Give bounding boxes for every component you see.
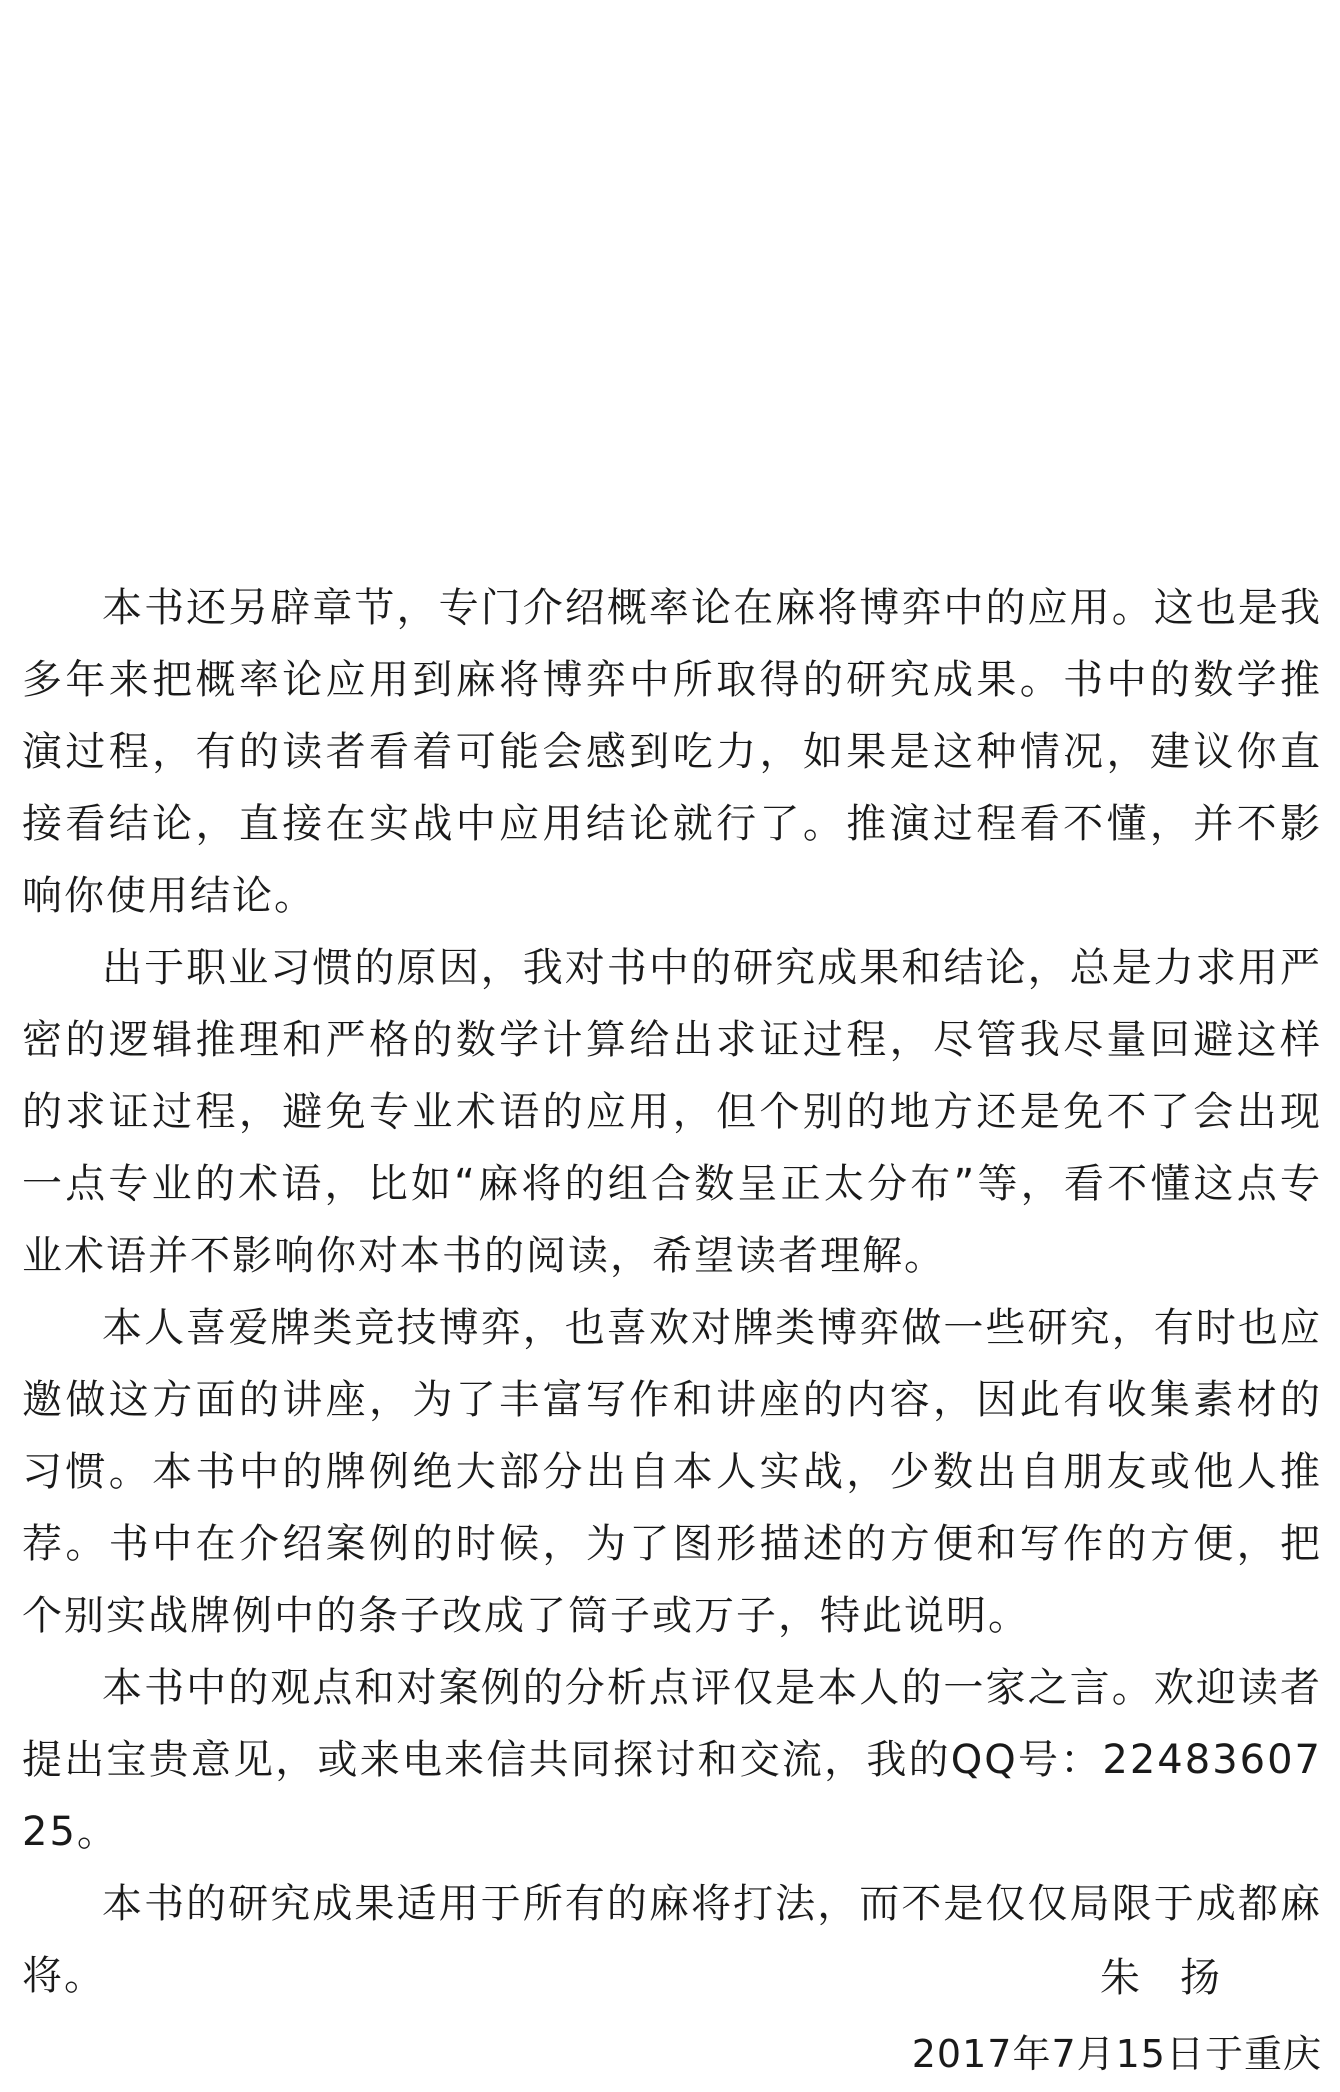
author-signature: 朱扬 bbox=[1100, 1955, 1260, 2001]
paragraph-5: 本书的研究成果适用于所有的麻将打法，而不是仅仅局限于成都麻将。 bbox=[22, 1881, 1322, 1999]
paragraph-3: 本人喜爱牌类竞技博弈，也喜欢对牌类博弈做一些研究，有时也应邀做这方面的讲座，为了丰富写作和讲座的内容，因此有收集素材的习惯。本书中的牌例绝大部分出自本人实战，少数出自朋友或他人推荐。书中在介绍案例的时候，为了图形描述的方便和写作的方便，把个别实战牌例中的条子改成了筒子或万子，特此说明。 bbox=[22, 1305, 1322, 1639]
paragraph-4: 本书中的观点和对案例的分析点评仅是本人的一家之言。欢迎读者提出宝贵意见，或来电来信共同探讨和交流，我的QQ号：2248360725。 bbox=[22, 1665, 1322, 1855]
date-and-place: 2017年7月15日于重庆 bbox=[911, 2032, 1322, 2076]
preface-body bbox=[22, 572, 1322, 2012]
paragraph-2: 出于职业习惯的原因，我对书中的研究成果和结论，总是力求用严密的逻辑推理和严格的数学计算给出求证过程，尽管我尽量回避这样的求证过程，避免专业术语的应用，但个别的地方还是免不了会出现一点专业的术语，比如“麻将的组合数呈正太分布”等，看不懂这点专业术语并不影响你对本书的阅读，希望读者理解。 bbox=[22, 945, 1322, 1279]
paragraph-1: 本书还另辟章节，专门介绍概率论在麻将博弈中的应用。这也是我多年来把概率论应用到麻将博弈中所取得的研究成果。书中的数学推演过程，有的读者看着可能会感到吃力，如果是这种情况，建议你直接看结论，直接在实战中应用结论就行了。推演过程看不懂，并不影响你使用结论。 bbox=[22, 585, 1322, 919]
